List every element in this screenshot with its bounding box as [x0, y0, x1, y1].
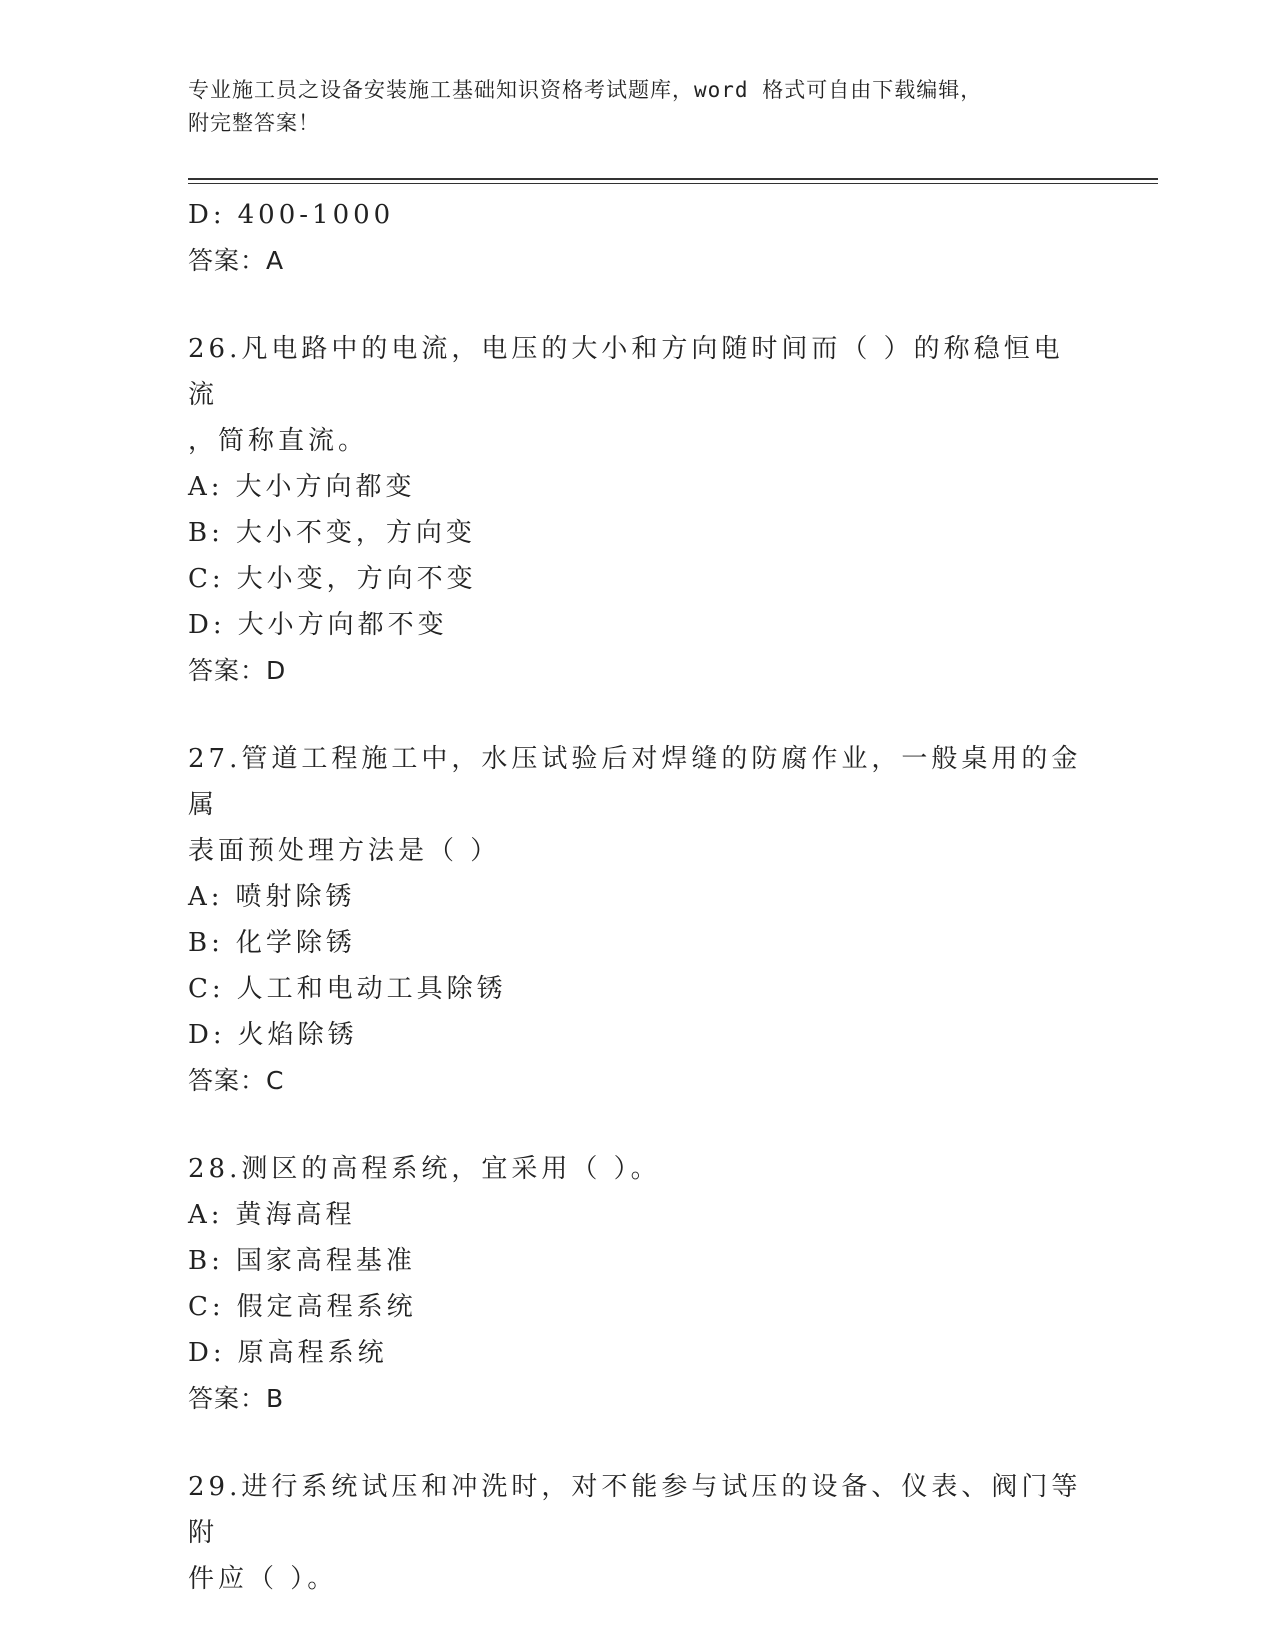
question-list	[188, 192, 1088, 1602]
document-header	[188, 74, 1068, 140]
option-c	[188, 966, 1088, 1012]
option-text: 假定高程系统	[236, 1292, 417, 1322]
option-text: 人工和电动工具除锈	[236, 974, 507, 1004]
answer-line: 答案：B	[188, 1384, 285, 1413]
question-stem-line-1: 29.进行系统试压和冲洗时，对不能参与试压的设备、仪表、阀门等附	[188, 1472, 1082, 1548]
option-text: 国家高程基准	[235, 1246, 416, 1276]
option-text: 黄海高程	[235, 1200, 356, 1230]
option-d	[188, 1330, 1088, 1376]
option-label: C:	[188, 564, 225, 594]
option-label: D:	[188, 1020, 226, 1050]
option-text: 火焰除锈	[237, 1020, 358, 1050]
question-27	[188, 736, 1088, 1104]
option-text: 400-1000	[237, 200, 395, 230]
option-c	[188, 1284, 1088, 1330]
option-text: 化学除锈	[235, 928, 356, 958]
option-a	[188, 1192, 1088, 1238]
answer-line: 答案：D	[188, 656, 287, 685]
previous-question-tail	[188, 192, 1088, 284]
option-label: B:	[188, 928, 224, 958]
question-stem-line-1: 26.凡电路中的电流，电压的大小和方向随时间而（ ）的称稳恒电流	[188, 334, 1064, 410]
question-stem-line-1: 27.管道工程施工中，水压试验后对焊缝的防腐作业，一般桌用的金属	[188, 744, 1082, 820]
option-text: 大小方向都变	[235, 472, 416, 502]
header-divider-thin	[188, 183, 1158, 184]
question-stem-line-2: ，简称直流。	[188, 426, 369, 456]
header-line-1: 专业施工员之设备安装施工基础知识资格考试题库，word 格式可自由下载编辑，	[188, 78, 983, 102]
option-label: D:	[188, 200, 226, 230]
option-text: 大小变，方向不变	[236, 564, 477, 594]
option-label: A:	[188, 882, 224, 912]
option-c	[188, 556, 1088, 602]
option-text: 大小不变，方向变	[235, 518, 476, 548]
option-b	[188, 1238, 1088, 1284]
option-label: B:	[188, 1246, 224, 1276]
question-stem-line-2: 表面预处理方法是（ ）	[188, 836, 501, 866]
option-text: 喷射除锈	[235, 882, 356, 912]
question-26	[188, 326, 1088, 694]
option-b	[188, 920, 1088, 966]
question-stem-line-2: 件应（ ）。	[188, 1564, 338, 1594]
option-d	[188, 192, 1088, 238]
question-29	[188, 1464, 1088, 1602]
option-a	[188, 874, 1088, 920]
option-d	[188, 602, 1088, 648]
option-label: A:	[188, 1200, 224, 1230]
question-28	[188, 1146, 1088, 1422]
option-b	[188, 510, 1088, 556]
option-label: D:	[188, 610, 226, 640]
option-text: 大小方向都不变	[237, 610, 448, 640]
answer-line: 答案：A	[188, 246, 285, 275]
option-label: A:	[188, 472, 224, 502]
question-stem-line-1: 28.测区的高程系统，宜采用（ ）。	[188, 1154, 661, 1184]
option-d	[188, 1012, 1088, 1058]
option-label: B:	[188, 518, 224, 548]
option-label: C:	[188, 1292, 225, 1322]
option-text: 原高程系统	[237, 1338, 388, 1368]
header-divider-thick	[188, 178, 1158, 180]
option-label: D:	[188, 1338, 226, 1368]
option-a	[188, 464, 1088, 510]
answer-line: 答案：C	[188, 1066, 285, 1095]
option-label: C:	[188, 974, 225, 1004]
header-line-2: 附完整答案！	[188, 111, 320, 135]
